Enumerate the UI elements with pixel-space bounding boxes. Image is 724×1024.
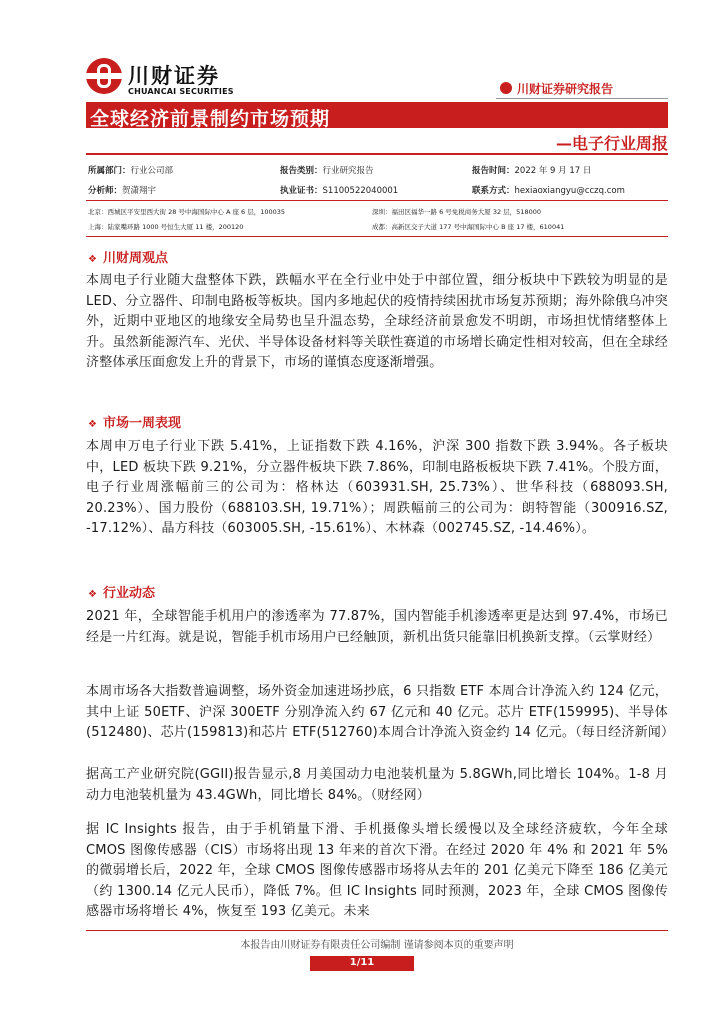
date-label: 报告时间：	[472, 166, 515, 176]
cert-field	[280, 184, 398, 196]
diamond-icon: ❖	[88, 254, 97, 265]
paragraph-industry-1: 2021 年，全球智能手机用户的渗透率为 77.87%，国内智能手机渗透率更是达到 97.4%，市场已经是一片红海。就是说，智能手机市场用户已经触顶，新机出货只能靠旧机换新支撑。（云掌财经）	[86, 609, 668, 645]
date-field	[472, 164, 591, 176]
type-field	[280, 164, 374, 176]
dept-field	[88, 164, 173, 176]
analyst-field	[88, 184, 156, 196]
contact-field	[472, 184, 625, 196]
dept-label: 所属部门：	[88, 166, 131, 176]
section-heading-market	[88, 412, 181, 431]
divider	[86, 153, 668, 155]
contact-label: 联系方式：	[472, 186, 515, 196]
section-heading-view	[88, 247, 168, 266]
footer-disclaimer: 本报告由川财证券有限责任公司编制 谨请参阅本页的重要声明	[240, 940, 514, 951]
section-title: 市场一周表现	[102, 416, 181, 431]
report-tag: 川财证券研究报告	[517, 82, 614, 96]
address-beijing: 北京：西城区平安里西大街 28 号中海国际中心 A 座 6 层，100035	[88, 208, 286, 216]
paragraph-industry-2: 本周市场各大指数普遍调整，场外资金加速进场抄底，6 只指数 ETF 本周合计净流入约 124 亿元，其中上证 50ETF、沪深 300ETF 分别净流入约 67 亿元和 40 亿元。芯片 ETF(159995)、半导体(512480)、芯片(159813)和芯片 ETF(512760)本周合计净流入资金约 14 亿元。（每日经济新闻）	[86, 684, 675, 740]
brand-name: 川财证券	[128, 64, 220, 88]
dept-value: 行业公司部	[130, 166, 174, 176]
section-heading-industry	[88, 582, 155, 601]
contact-value: hexiaoxiangyu@cczq.com	[514, 186, 625, 196]
analyst-value: 贺潇翔宇	[122, 186, 157, 196]
analyst-label: 分析师：	[88, 186, 123, 196]
address-shenzhen: 深圳：福田区福华一路 6 号免税商务大厦 32 层，518000	[372, 208, 541, 216]
cert-value: S1100522040001	[322, 186, 399, 196]
report-tag-icon	[500, 82, 512, 94]
divider	[86, 200, 668, 201]
diamond-icon: ❖	[88, 419, 97, 430]
type-label: 报告类别：	[280, 166, 323, 176]
footer-divider	[86, 930, 668, 931]
cert-label: 执业证书：	[280, 186, 323, 196]
section-title: 川财周观点	[102, 251, 168, 266]
brand-name-en: CHUANCAI SECURITIES	[128, 87, 234, 96]
diamond-icon: ❖	[88, 589, 97, 600]
divider	[86, 236, 668, 237]
page-subtitle: —电子行业周报	[555, 134, 668, 153]
logo-mark-bar	[86, 73, 122, 79]
paragraph-industry-4: 据 IC Insights 报告，由于手机销量下滑、手机摄像头增长缓慢以及全球经济疲软，今年全球 CMOS 图像传感器（CIS）市场将出现 13 年来的首次下滑。在经过 2020 年 4% 和 2021 年 5% 的微弱增长后，2022 年，全球 CMOS 图像传感器市场将从去年的 201 亿美元下降至 186 亿美元（约 1300.14 亿元人民币），降低 7%。但 IC Insights 同时预测，2023 年，全球 CMOS 图像传感器市场将增长 4%，恢复至 193 亿美元。未来	[86, 822, 668, 919]
paragraph-market: 本周申万电子行业下跌 5.41%，上证指数下跌 4.16%，沪深 300 指数下跌 3.94%。各子板块中，LED 板块下跌 9.21%，分立器件板块下跌 7.86%，印制电路板板块下跌 7.41%。个股方面，电子行业周涨幅前三的公司为：格林达（603931.SH, 25.73%）、世华科技（688093.SH, 20.23%）、国力股份（688103.SH, 19.71%）；周跌幅前三的公司为：朗特智能（300916.SZ, -17.12%）、晶方科技（603005.SH, -15.61%）、木林森（002745.SZ, -14.46%）。	[86, 439, 668, 536]
address-chengdu: 成都：高新区交子大道 177 号中海国际中心 B 座 17 楼，610041	[372, 223, 565, 231]
page-number: 1/11	[349, 957, 375, 968]
type-value: 行业研究报告	[322, 166, 374, 176]
paragraph-view: 本周电子行业随大盘整体下跌，跌幅水平在全行业中处于中部位置，细分板块中下跌较为明显的是 LED、分立器件、印制电路板等板块。国内多地起伏的疫情持续困扰市场复苏预期；海外除俄乌冲突外，近期中亚地区的地缘安全局势也呈升温态势，全球经济前景愈发不明朗，市场担忧情绪整体上升。虽然新能源汽车、光伏、半导体设备材料等关联性赛道的市场增长确定性相对较高，但在全球经济整体承压面愈发上升的背景下，市场的谨慎态度逐渐增强。	[86, 273, 668, 370]
date-value: 2022 年 9 月 17 日	[514, 166, 592, 176]
paragraph-industry-3: 据高工产业研究院(GGII)报告显示,8 月美国动力电池装机量为 5.8GWh,同比增长 104%。1-8 月动力电池装机量为 43.4GWh，同比增长 84%。（财经网）	[86, 767, 668, 803]
section-title: 行业动态	[102, 586, 155, 601]
address-shanghai: 上海：陆家嘴环路 1000 号恒生大厦 11 楼，200120	[88, 223, 244, 231]
page-title: 全球经济前景制约市场预期	[90, 108, 331, 130]
